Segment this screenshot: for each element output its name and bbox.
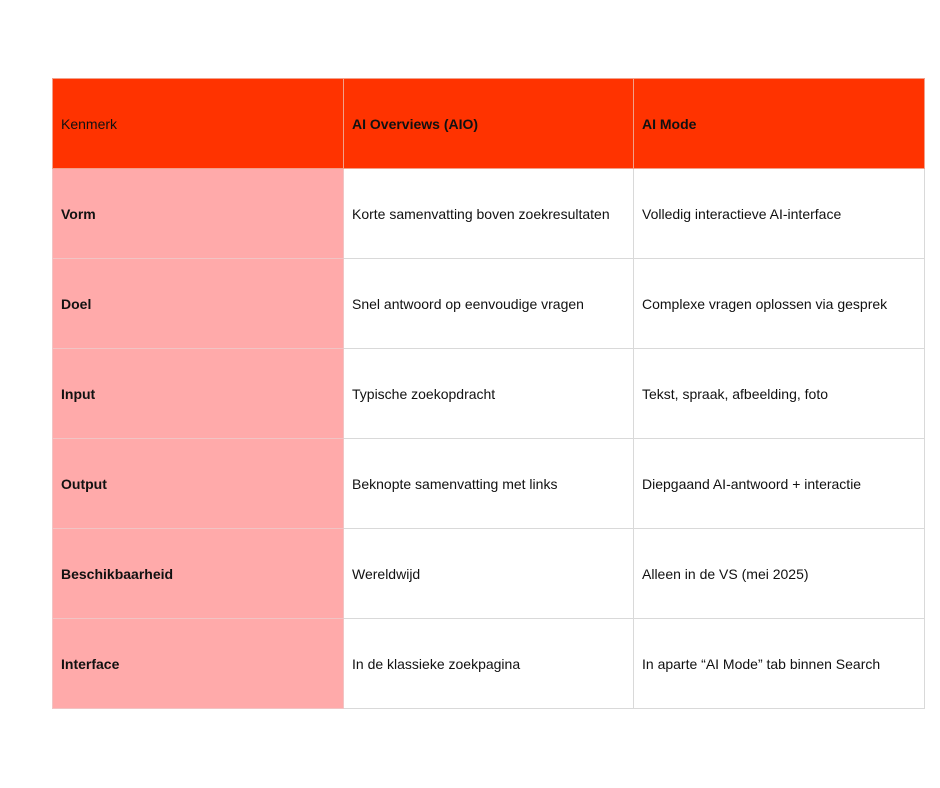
- table-row: [53, 259, 925, 349]
- table-cell: Tekst, spraak, afbeelding, foto: [634, 349, 925, 439]
- row-label-doel: Doel: [53, 259, 344, 349]
- row-label-output: Output: [53, 439, 344, 529]
- row-label-beschikbaarheid: Beschikbaarheid: [53, 529, 344, 619]
- column-header-ai-overviews: AI Overviews (AIO): [344, 79, 634, 169]
- table-cell: Wereldwijd: [344, 529, 634, 619]
- table-cell: Beknopte samenvatting met links: [344, 439, 634, 529]
- table-cell: Typische zoekopdracht: [344, 349, 634, 439]
- row-label-input: Input: [53, 349, 344, 439]
- column-header-kenmerk: Kenmerk: [53, 79, 344, 169]
- table-cell: In aparte “AI Mode” tab binnen Search: [634, 619, 925, 709]
- comparison-table-container: [52, 78, 924, 709]
- table-cell: Diepgaand AI-antwoord + interactie: [634, 439, 925, 529]
- table-row: [53, 349, 925, 439]
- table-cell: Alleen in de VS (mei 2025): [634, 529, 925, 619]
- table-row: [53, 529, 925, 619]
- table-cell: Korte samenvatting boven zoekresultaten: [344, 169, 634, 259]
- table-row: [53, 619, 925, 709]
- table-cell: Volledig interactieve AI-interface: [634, 169, 925, 259]
- table-header-row: [53, 79, 925, 169]
- row-label-interface: Interface: [53, 619, 344, 709]
- table-cell: Snel antwoord op eenvoudige vragen: [344, 259, 634, 349]
- column-header-ai-mode: AI Mode: [634, 79, 925, 169]
- table-row: [53, 169, 925, 259]
- row-label-vorm: Vorm: [53, 169, 344, 259]
- table-row: [53, 439, 925, 529]
- table-cell: In de klassieke zoekpagina: [344, 619, 634, 709]
- comparison-table: [52, 78, 925, 709]
- table-cell: Complexe vragen oplossen via gesprek: [634, 259, 925, 349]
